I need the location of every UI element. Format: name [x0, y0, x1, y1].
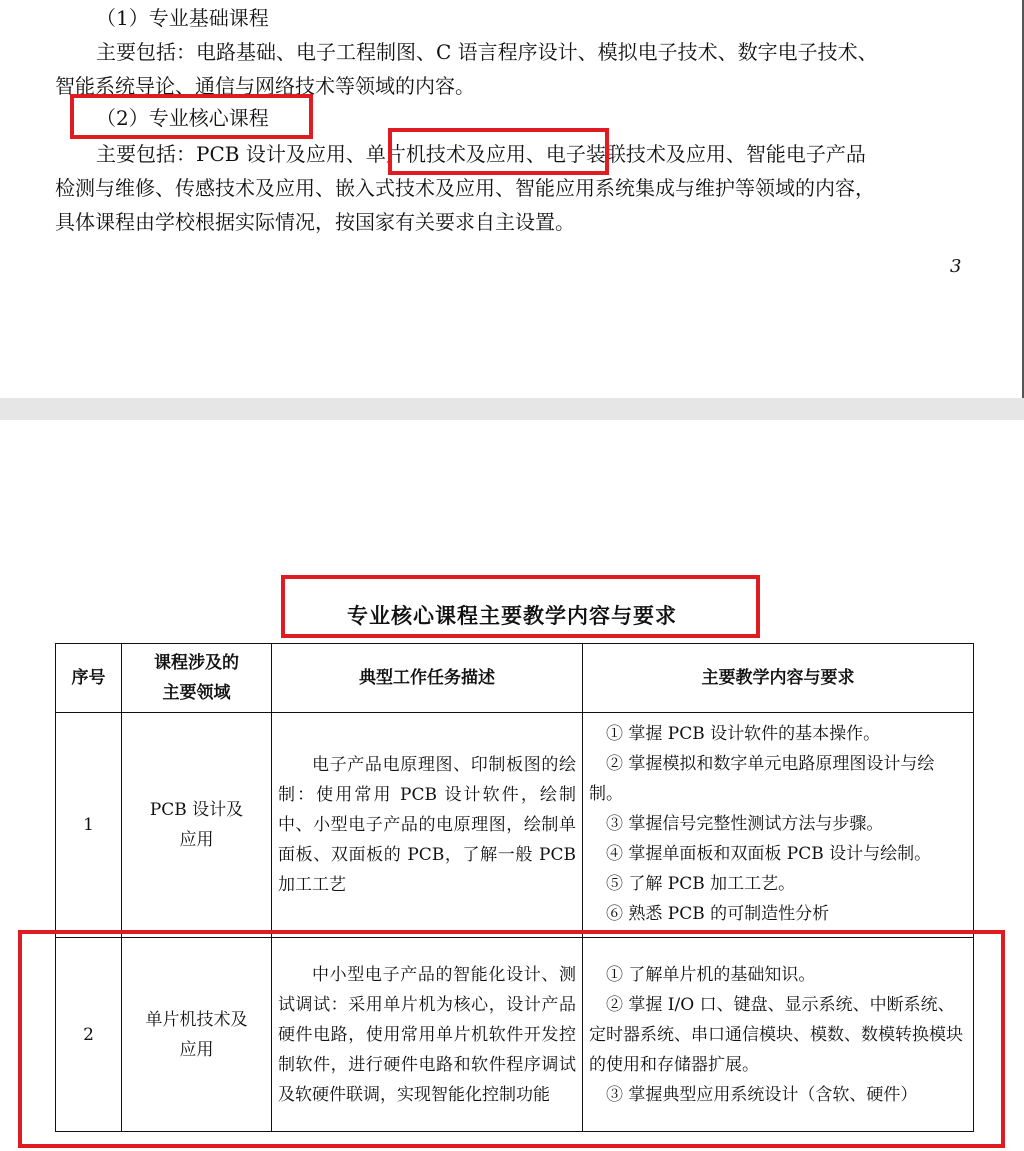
row-domain-line-1: PCB 设计及 [149, 800, 244, 820]
row-task-description: 中小型电子产品的智能化设计、测试调试：采用单片机为核心，设计产品硬件电路，使用常用单片机软件开发控制软件，进行硬件电路和软件程序调试及软硬件联调，实现智能化控制功能 [272, 938, 583, 1132]
core-courses-line-3: 具体课程由学校根据实际情况，按国家有关要求自主设置。 [55, 210, 575, 234]
header-index: 序号 [56, 644, 122, 713]
table-title: 专业核心课程主要教学内容与要求 [347, 604, 677, 628]
requirement-item: ③ 掌握典型应用系统设计（含软、硬件） [606, 1084, 918, 1105]
row-domain-line-2: 应用 [179, 1039, 214, 1060]
requirement-item: ① 掌握 PCB 设计软件的基本操作。 [606, 724, 881, 744]
table-header-row [56, 644, 974, 713]
requirement-item: ② 掌握模拟和数字单元电路原理图设计与绘制。 [589, 754, 935, 804]
basic-courses-line-1: 主要包括：电路基础、电子工程制图、C 语言程序设计、模拟电子技术、数字电子技术、 [96, 40, 878, 64]
highlight-box-table-title [281, 575, 760, 638]
highlight-box-core-heading [70, 94, 313, 139]
table-row [56, 713, 974, 938]
row-index: 2 [56, 938, 122, 1132]
document-page-top [0, 0, 1024, 398]
requirement-item: ⑥ 熟悉 PCB 的可制造性分析 [606, 904, 830, 924]
core-line-1-part-b: 单片机技术及应用、 [365, 142, 546, 166]
basic-courses-line-2: 智能系统导论、通信与网络技术等领域的内容。 [55, 74, 475, 98]
core-courses-line-2: 检测与维修、传感技术及应用、嵌入式技术及应用、智能应用系统集成与维护等领域的内容， [55, 176, 875, 200]
requirement-item: ③ 掌握信号完整性测试方法与步骤。 [606, 814, 884, 834]
heading-basic-courses: （1）专业基础课程 [96, 6, 269, 30]
row-domain-line-1: 单片机技术及 [145, 1009, 248, 1030]
header-task: 典型工作任务描述 [272, 644, 583, 713]
row-domain [122, 713, 272, 938]
page-gap [0, 398, 1024, 420]
header-requirements: 主要教学内容与要求 [583, 644, 974, 713]
requirement-item: ② 掌握 I/O 口、键盘、显示系统、中断系统、定时器系统、串口通信模块、模数、数模转换模块的使用和存储器扩展。 [589, 994, 963, 1075]
highlight-box-mcu-course [388, 128, 609, 175]
highlight-box-mcu-row [18, 930, 1005, 1148]
core-line-1-part-a: 主要包括：PCB 设计及应用、 [96, 142, 366, 166]
page-number: 3 [950, 256, 962, 277]
header-domain [122, 644, 272, 713]
header-domain-line-2: 主要领域 [162, 683, 231, 703]
requirement-item: ④ 掌握单面板和双面板 PCB 设计与绘制。 [606, 844, 932, 864]
heading-core-courses: （2）专业核心课程 [96, 106, 269, 130]
row-task-description: 电子产品电原理图、印制板图的绘制：使用常用 PCB 设计软件，绘制中、小型电子产品的电原理图，绘制单面板、双面板的 PCB，了解一般 PCB 加工工艺 [272, 713, 583, 938]
header-domain-line-1: 课程涉及的 [154, 653, 239, 673]
requirements-list [589, 719, 967, 933]
requirement-item: ① 了解单片机的基础知识。 [606, 964, 816, 985]
row-index: 1 [56, 713, 122, 938]
requirement-item: ⑤ 了解 PCB 加工工艺。 [606, 874, 796, 894]
row-requirements [583, 713, 974, 938]
core-line-1-part-c: 电子装联技术及应用、智能电子产品 [545, 142, 866, 166]
row-domain-line-2: 应用 [179, 830, 214, 850]
